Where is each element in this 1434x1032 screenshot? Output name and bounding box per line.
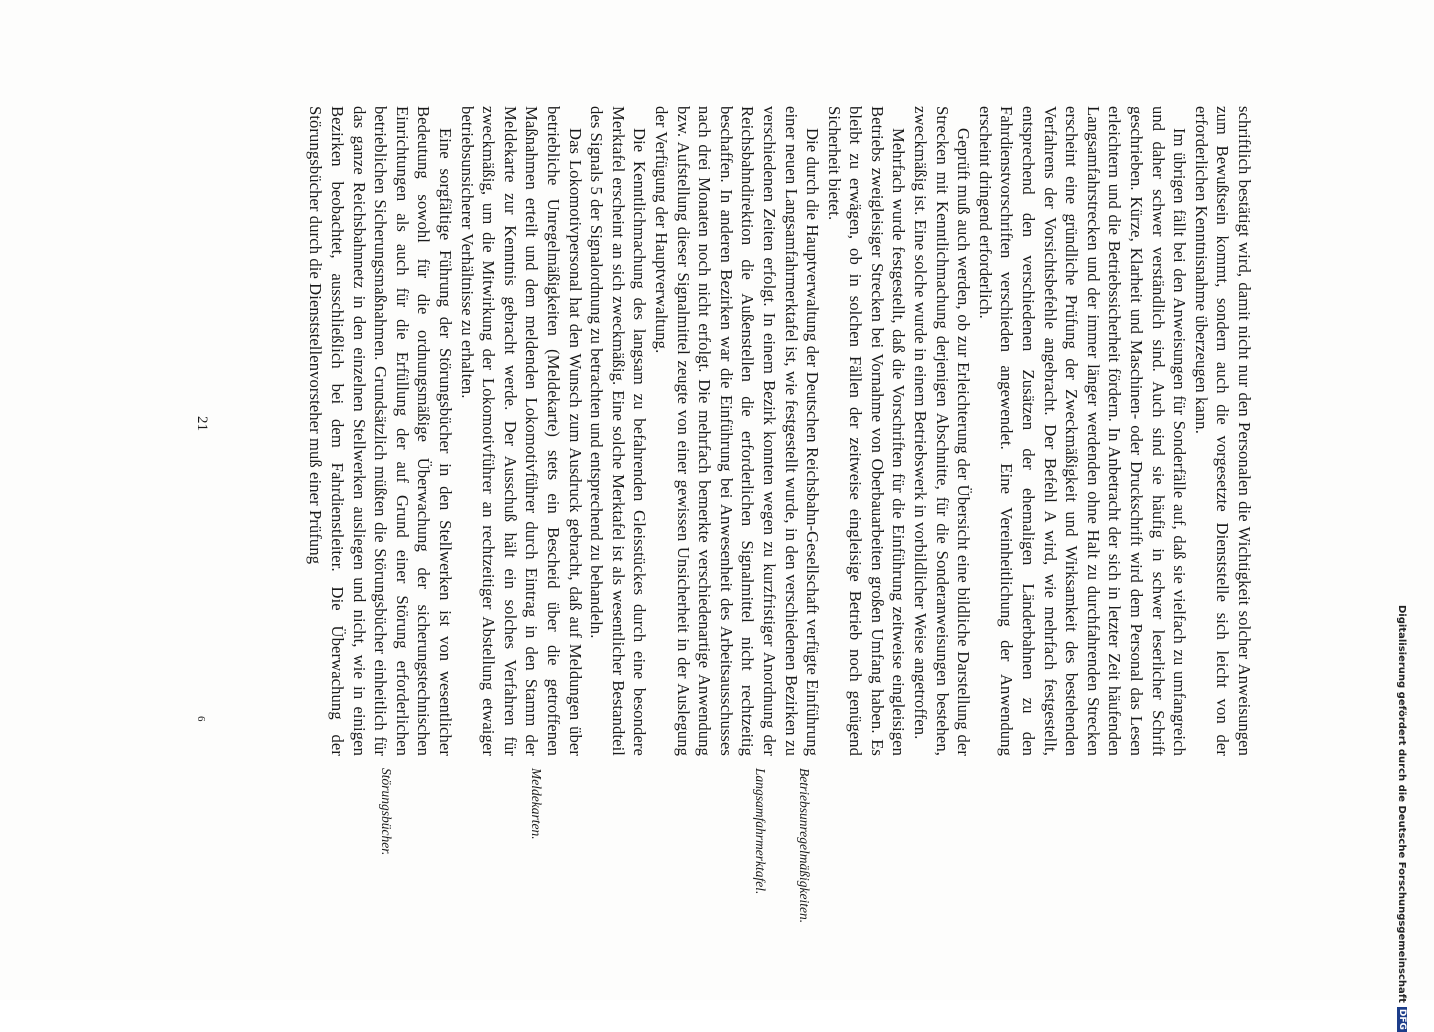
footer-credit-text: Digitalisierung gefördert durch die Deutsche Forschungsgemeinschaft (1396, 605, 1407, 1003)
margin-note-stoerungsbuecher: Störungsbücher. (379, 768, 394, 856)
paragraph-5: Die durch die Hauptverwaltung der Deutschen Reichsbahn-Gesellschaft verfügte Einführung einer neuen Langsamfahrmerktafel ist, wie festgestellt wurde, in den verschiedenen Bezirken zu verschiedenen Zeiten erfolgt. In einem Bezirk konnten wegen zu kurzfristiger Anordnung der Reichsbahndirektion die Außenstellen die erforderlichen Signalmittel nicht rechtzeitig beschaffen. In anderen Bezirken war die Einführung bei Anwesenheit des Arbeitsausschusses nach drei Monaten noch nicht erfolgt. Die mehrfach bemerkte verschiedenartige Anwendung bzw. Aufstellung dieser Signalmittel zeugte von einer gewissen Unsicherheit in der Auslegung der Verfügung der Hauptverwaltung. (651, 106, 823, 756)
paragraph-4: Mehrfach wurde festgestellt, daß die Vorschriften für die Einführung zeitweise eingleisigen Betriebs zweigleisiger Strecken bei Vornahme von Oberbauarbeiten großen Umfang haben. Es bleibt zu erwägen, ob in solchen Fällen der zeitweise eingleisige Betrieb noch genügend Sicherheit bietet. (824, 106, 909, 756)
paragraph-3: Geprüft muß auch werden, ob zur Erleichterung der Übersicht eine bildliche Darstellung der Strecken mit Kenntlichmachung derjenigen Abschnitte, für die Sonderanweisungen bestehen, zweckmäßig ist. Eine solche wurde in einem Betriebswerk in vorbildlicher Weise angetroffen. (911, 106, 974, 756)
margin-note-betriebsunregelmaessigkeiten: Betriebsunregelmäßigkeiten. (797, 768, 812, 924)
body-text (305, 106, 1255, 756)
margin-note-meldekarten: Meldekarten. (529, 768, 544, 840)
dfg-logo: DFG (1397, 1008, 1407, 1030)
signature-mark: 6 (195, 716, 207, 722)
paragraph-8: Eine sorgfältige Führung der Störungsbücher in den Stellwerken ist von wesentlicher Bedeutung sowohl für die ordnungsmäßige Überwachung der sicherungstechnischen Einrichtungen als auch für die Erfüllung der auf Grund einer Störung erforderlichen betrieblichen Sicherungsmaßnahmen. Grundsätzlich müßten die Störungsbücher einheitlich für das ganze Reichsbahnnetz in den einzelnen Stellwerken ausliegen und nicht, wie in einigen Bezirken beobachtet, ausschließlich bei dem Fahrdienstleiter. Die Überwachung der Störungsbücher durch die Dienststellenvorsteher muß einer Prüfung (306, 106, 456, 756)
paragraph-1: schriftlich bestätigt wird, damit nicht nur den Personalen die Wichtigkeit solcher Anweisungen zum Bewußtsein kommt, sondern auch die vorgesetzte Dienststelle sich leicht von der erforderlichen Kenntnisnahme überzeugen kann. (1191, 106, 1254, 756)
paragraph-6: Die Kenntlichmachung des langsam zu befahrenden Gleisstückes durch eine besondere Merktafel erscheint an sich zweckmäßig. Eine solche Merktafel ist als wesentlicher Bestandteil des Signals 5 der Signalordnung zu betrachten und entsprechend zu behandeln. (587, 106, 650, 756)
margin-note-langsamfahrmerktafel: Langsamfahrmerktafel. (753, 768, 768, 895)
footer-credit (1387, 605, 1407, 1030)
paragraph-7: Das Lokomotivpersonal hat den Wunsch zum Ausdruck gebracht, daß auf Meldungen über betriebliche Unregelmäßigkeiten (Meldekarte) stets ein Bescheid über die getroffenen Maßnahmen erteilt und dem meldenden Lokomotivführer durch Eintrag in den Stamm der Meldekarte zur Kenntnis gebracht werde. Der Ausschuß hält ein solches Verfahren für zweckmäßig, um die Mitwirkung der Lokomotivführer an rechtzeitiger Abstellung etwaiger betriebsunsicherer Verhältnisse zu erhalten. (457, 106, 585, 756)
page-number: 21 (194, 416, 210, 431)
paragraph-2: Im übrigen fällt bei den Anweisungen für Sonderfälle auf, daß sie vielfach zu umfangreich und daher schwer verständlich sind. Auch sind sie häufig in schwer leserlicher Schrift geschrieben. Kürze, Klarheit und Maschinen- oder Druckschrift wird dem Personal das Lesen erleichtern und die Betriebssicherheit fördern. In Anbetracht der sich in letzter Zeit häufenden Langsamfahrstrecken und der immer länger werdenden ohne Halt zu durchfahrenden Strecken erscheint eine gründliche Prüfung der Zweckmäßigkeit und Wirksamkeit des bestehenden Verfahrens der Vorsichtsbefehle angebracht. Der Befehl A wird, wie mehrfach festgestellt, entsprechend den verschiedenen Zusätzen der ehemaligen Länderbahnen zu den Fahrdienstvorschriften verschieden angewendet. Eine Vereinheitlichung der Anwendung erscheint dringend erforderlich. (975, 106, 1190, 756)
rotated-book-page (175, 76, 1285, 924)
